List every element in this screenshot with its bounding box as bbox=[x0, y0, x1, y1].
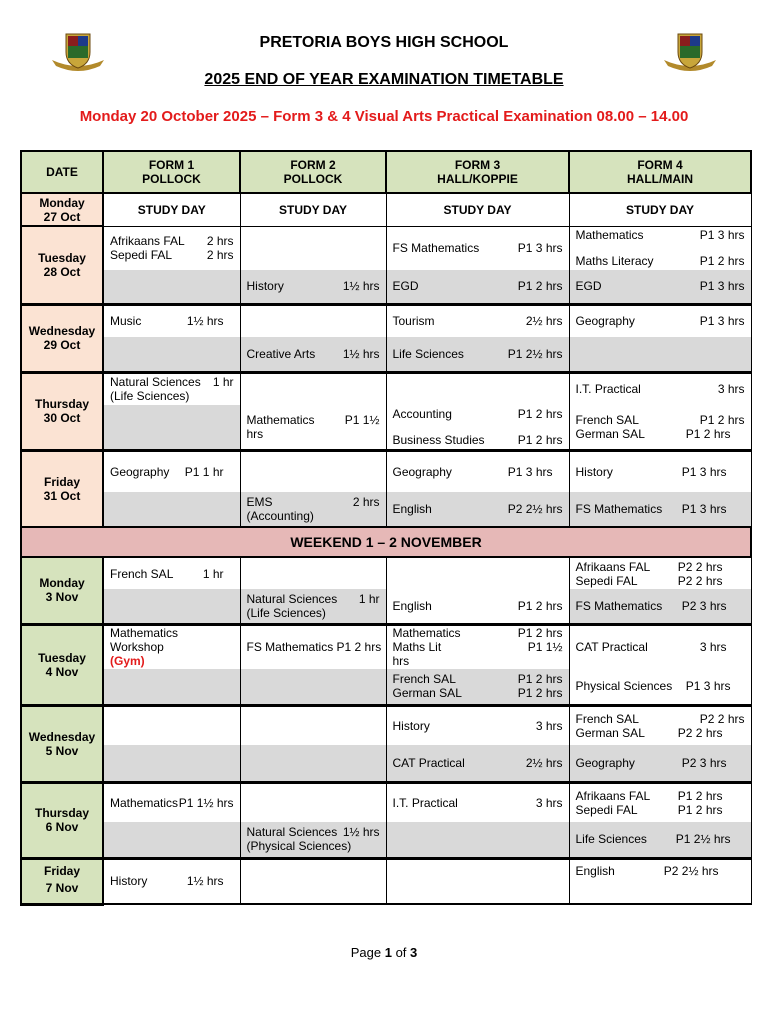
row-tue4-b bbox=[21, 669, 751, 705]
date-cell: Thursday 30 Oct bbox=[21, 372, 103, 450]
study-day-cell: STUDY DAY bbox=[103, 193, 240, 226]
exam-cell: FS Mathematics P1 3 hrs bbox=[386, 226, 569, 270]
row-wed29-b bbox=[21, 337, 751, 372]
weekend-banner: WEEKEND 1 – 2 NOVEMBER bbox=[21, 527, 751, 557]
empty-cell bbox=[240, 669, 386, 705]
exam-cell: FS Mathematics P1 2 hrs bbox=[240, 624, 386, 669]
row-mon27 bbox=[21, 193, 751, 226]
empty-cell bbox=[103, 270, 240, 304]
exam-cell: EGD P1 3 hrs bbox=[569, 270, 751, 304]
exam-cell: Geography P1 3 hrs bbox=[569, 304, 751, 337]
col-header-date: DATE bbox=[21, 151, 103, 193]
exam-cell: Tourism 2½ hrs bbox=[386, 304, 569, 337]
exam-cell: CAT Practical 3 hrs bbox=[569, 624, 751, 669]
empty-cell bbox=[103, 669, 240, 705]
exam-cell: Natural Sciences 1 hr (Life Sciences) bbox=[240, 589, 386, 624]
exam-cell: French SAL 1 hr bbox=[103, 557, 240, 589]
empty-cell bbox=[103, 405, 240, 450]
page-total: 3 bbox=[410, 945, 418, 960]
timetable-title: 2025 END OF YEAR EXAMINATION TIMETABLE bbox=[204, 71, 564, 88]
exam-cell: History P1 3 hrs bbox=[569, 450, 751, 492]
exam-cell: History 1½ hrs bbox=[103, 858, 240, 904]
empty-cell bbox=[103, 492, 240, 527]
empty-cell bbox=[240, 858, 386, 904]
exam-cell: Accounting P1 2 hrs Business Studies P1 2 hrs bbox=[386, 405, 569, 450]
row-wed5-b bbox=[21, 745, 751, 782]
empty-cell bbox=[103, 589, 240, 624]
exam-cell: FS Mathematics P2 3 hrs bbox=[569, 589, 751, 624]
row-thu30-a bbox=[21, 372, 751, 405]
row-tue28-b bbox=[21, 270, 751, 304]
exam-cell: Creative Arts 1½ hrs bbox=[240, 337, 386, 372]
date-cell: Friday 31 Oct bbox=[21, 450, 103, 527]
exam-cell: Physical Sciences P1 3 hrs bbox=[569, 669, 751, 705]
row-fri7 bbox=[21, 858, 751, 904]
exam-cell: English P1 2 hrs bbox=[386, 589, 569, 624]
exam-cell: English P2 2½ hrs bbox=[386, 492, 569, 527]
row-fri31-b bbox=[21, 492, 751, 527]
exam-cell: Geography P1 3 hrs bbox=[386, 450, 569, 492]
date-cell: Friday 7 Nov bbox=[21, 858, 103, 904]
exam-cell: Afrikaans FAL P2 2 hrs Sepedi FAL P2 2 hrs bbox=[569, 557, 751, 589]
exam-cell: Geography P1 1 hr bbox=[103, 450, 240, 492]
col-header-form2: FORM 2 POLLOCK bbox=[240, 151, 386, 193]
empty-cell bbox=[240, 745, 386, 782]
weekend-row bbox=[21, 527, 751, 557]
exam-cell: Natural Sciences 1½ hrs (Physical Sciences) bbox=[240, 822, 386, 858]
empty-cell bbox=[103, 822, 240, 858]
date-cell: Wednesday 5 Nov bbox=[21, 705, 103, 782]
row-thu6-a bbox=[21, 782, 751, 822]
study-day-cell: STUDY DAY bbox=[386, 193, 569, 226]
empty-cell bbox=[240, 450, 386, 492]
exam-cell: History 3 hrs bbox=[386, 705, 569, 745]
empty-cell bbox=[386, 858, 569, 904]
empty-cell bbox=[240, 557, 386, 589]
row-tue4-a bbox=[21, 624, 751, 669]
exam-cell: Life Sciences P1 2½ hrs bbox=[569, 822, 751, 858]
row-thu30-b bbox=[21, 405, 751, 450]
empty-cell bbox=[240, 705, 386, 745]
exam-cell: Mathematics P1 2 hrs Maths Lit P1 1½ hrs bbox=[386, 624, 569, 669]
row-wed5-a bbox=[21, 705, 751, 745]
exam-cell: French SAL P1 2 hrs German SAL P1 2 hrs bbox=[386, 669, 569, 705]
exam-cell: Natural Sciences 1 hr (Life Sciences) bbox=[103, 372, 240, 405]
exam-cell: Mathematics P1 3 hrs Maths Literacy P1 2 hrs bbox=[569, 226, 751, 270]
empty-cell bbox=[386, 557, 569, 589]
exam-cell: EGD P1 2 hrs bbox=[386, 270, 569, 304]
exam-cell: Life Sciences P1 2½ hrs bbox=[386, 337, 569, 372]
exam-cell: Afrikaans FAL 2 hrs Sepedi FAL 2 hrs bbox=[103, 226, 240, 270]
exam-cell: CAT Practical 2½ hrs bbox=[386, 745, 569, 782]
visual-arts-notice: Monday 20 October 2025 – Form 3 & 4 Visual Arts Practical Examination 08.00 – 14.00 bbox=[79, 108, 689, 125]
empty-cell bbox=[240, 782, 386, 822]
row-mon3-a bbox=[21, 557, 751, 589]
empty-cell bbox=[386, 822, 569, 858]
page-footer: Page 1 of 3 bbox=[350, 945, 418, 960]
empty-cell bbox=[103, 705, 240, 745]
row-mon3-b bbox=[21, 589, 751, 624]
date-cell: Tuesday 28 Oct bbox=[21, 226, 103, 304]
exam-cell: Afrikaans FAL P1 2 hrs Sepedi FAL P1 2 hrs bbox=[569, 782, 751, 822]
exam-cell: FS Mathematics P1 3 hrs bbox=[569, 492, 751, 527]
exam-cell: Mathematics Workshop (Gym) bbox=[103, 624, 240, 669]
empty-cell bbox=[240, 372, 386, 405]
row-tue28-a bbox=[21, 226, 751, 270]
exam-cell: French SAL P1 2 hrs German SAL P1 2 hrs bbox=[569, 405, 751, 450]
date-cell: Wednesday 29 Oct bbox=[21, 304, 103, 372]
study-day-cell: STUDY DAY bbox=[240, 193, 386, 226]
exam-cell: French SAL P2 2 hrs German SAL P2 2 hrs bbox=[569, 705, 751, 745]
exam-cell: Mathematics P1 1½ hrs bbox=[103, 782, 240, 822]
row-fri31-a bbox=[21, 450, 751, 492]
exam-cell: EMS 2 hrs (Accounting) bbox=[240, 492, 386, 527]
exam-cell: I.T. Practical 3 hrs bbox=[386, 782, 569, 822]
row-thu6-b bbox=[21, 822, 751, 858]
empty-cell bbox=[569, 337, 751, 372]
row-wed29-a bbox=[21, 304, 751, 337]
col-header-form1: FORM 1 POLLOCK bbox=[103, 151, 240, 193]
col-header-form3: FORM 3 HALL/KOPPIE bbox=[386, 151, 569, 193]
exam-cell: I.T. Practical 3 hrs bbox=[569, 372, 751, 405]
page-number: 1 bbox=[384, 945, 392, 960]
exam-timetable bbox=[20, 150, 752, 906]
empty-cell bbox=[103, 745, 240, 782]
col-header-form4: FORM 4 HALL/MAIN bbox=[569, 151, 751, 193]
empty-cell bbox=[103, 337, 240, 372]
date-cell: Thursday 6 Nov bbox=[21, 782, 103, 858]
empty-cell bbox=[386, 372, 569, 405]
school-name: PRETORIA BOYS HIGH SCHOOL bbox=[259, 34, 509, 51]
date-cell: Monday 3 Nov bbox=[21, 557, 103, 624]
exam-cell: English P2 2½ hrs bbox=[569, 858, 751, 904]
empty-cell bbox=[240, 226, 386, 270]
date-cell: Monday 27 Oct bbox=[21, 193, 103, 226]
exam-cell: Geography P2 3 hrs bbox=[569, 745, 751, 782]
exam-cell: History 1½ hrs bbox=[240, 270, 386, 304]
date-cell: Tuesday 4 Nov bbox=[21, 624, 103, 705]
empty-cell bbox=[240, 304, 386, 337]
study-day-cell: STUDY DAY bbox=[569, 193, 751, 226]
exam-cell: Mathematics P1 1½ hrs bbox=[240, 405, 386, 450]
exam-cell: Music 1½ hrs bbox=[103, 304, 240, 337]
